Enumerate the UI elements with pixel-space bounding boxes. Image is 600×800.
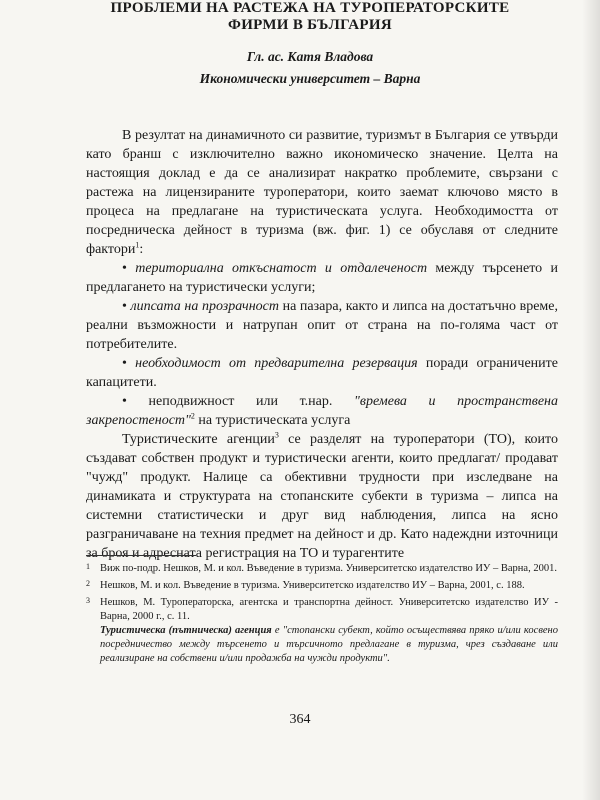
footnote-ref-3: 3 <box>274 430 279 440</box>
author-affiliation: Икономически университет – Варна <box>199 71 421 86</box>
bullet-3-text: поради ограничените капацитети. <box>86 356 558 390</box>
paragraph-agencies <box>86 430 558 563</box>
bullet-2-italic: липсата на прозрачност <box>130 299 279 314</box>
title-line-1: ПРОБЛЕМИ НА РАСТЕЖА НА ТУРОПЕРАТОРСКИТЕ <box>110 0 510 16</box>
bullet-1-text: между търсенето и предлагането на туристически услуги; <box>86 261 558 295</box>
page-number: 364 <box>289 712 311 727</box>
footnote-text: Виж по-подр. Нешков, М. и кол. Въведение в туризма. Университетско издателство ИУ – Варна, 2001. <box>100 563 557 574</box>
paragraph-intro <box>86 126 558 259</box>
author-name: Гл. ас. Катя Владова <box>246 49 374 64</box>
footnote-definition <box>100 624 558 666</box>
paragraph-agencies-text: се разделят на туроператори (ТО), които създават собствен продукт и туристически агенти, които предлагат/ продават "чужд" продукт. Налице са обективни трудности при изследване на динамиката и структурата на стопанските субекти в туризма – липса на системни статистически и друг вид наблюдения, липса на ясно разграничаване на техния предмет на дейност и др. Като надеждни източници за броя и адресната регистрация на ТО и турагентите <box>86 432 558 561</box>
footnote-number: 2 <box>86 579 90 588</box>
paper-title <box>90 0 530 34</box>
title-line-2: ФИРМИ В БЪЛГАРИЯ <box>228 17 392 33</box>
paragraph-agencies-start: Туристическите агенции <box>122 432 275 447</box>
bullet-item-1 <box>86 259 558 297</box>
bullet-4-italic: "времева и пространствена закрепостеност" <box>86 394 558 428</box>
footnote-number: 3 <box>86 596 90 605</box>
footnote <box>86 596 558 666</box>
footnote <box>86 579 558 593</box>
bullet-marker: • <box>122 356 127 371</box>
definition-term: Туристическа (пътническа) агенция <box>100 625 272 636</box>
footnote-text: Нешков, М. Туроператорска, агентска и транспортна дейност. Университетско издателство ИУ - Варна, 2000 г., с. 11. <box>100 597 558 622</box>
footnote-ref-1: 1 <box>135 240 140 250</box>
scan-shadow <box>582 0 600 800</box>
footnote-ref-2: 2 <box>190 411 195 421</box>
footnote-text: Нешков, М. и кол. Въведение в туризма. Университетско издателство ИУ – Варна, 2001, с. 188. <box>100 580 525 591</box>
bullet-marker: • <box>122 299 127 314</box>
bullet-3-italic: необходимост от предварителна резервация <box>135 356 418 371</box>
bullet-4-start: • неподвижност или т.нар. <box>122 394 354 409</box>
paragraph-intro-end: : <box>139 242 144 257</box>
footnotes <box>86 562 558 669</box>
bullet-item-3 <box>86 354 558 392</box>
bullet-4-text: на туристическата услуга <box>194 413 351 428</box>
definition-text: е "стопански субект, който осъществява пряко и/или косвено посредничество между търсенето и търсичното предлагане в туризма, чрез създаване или реализиране на собствени и/или продажба на чужди продукти". <box>100 625 558 664</box>
bullet-item-4 <box>86 392 558 430</box>
footnote <box>86 562 558 576</box>
bullet-1-italic: териториална откъснатост и отдалеченост <box>135 261 428 276</box>
footnote-number: 1 <box>86 562 90 571</box>
bullet-2-text: на пазара, както и липса на достатъчно време, реални възможности и натрупан опит от страна на по-голяма част от потребителите. <box>86 299 558 352</box>
bullet-marker: • <box>122 261 127 276</box>
body-text <box>86 126 558 563</box>
paragraph-intro-text: В резултат на динамичното си развитие, туризмът в България се утвърди като бранш с изключително важно икономическо значение. Целта на настоящия доклад е да се анализират накратко проблемите, свързани с растежа на лицензираните туроператори, които заемат ключово място в процеса на предлагане на туристическата услуга. Необходимостта от посредническа дейност в туризма (вж. фиг. 1) се обуславя от следните фактори <box>86 128 558 257</box>
footnote-divider <box>86 555 196 556</box>
bullet-item-2 <box>86 297 558 354</box>
